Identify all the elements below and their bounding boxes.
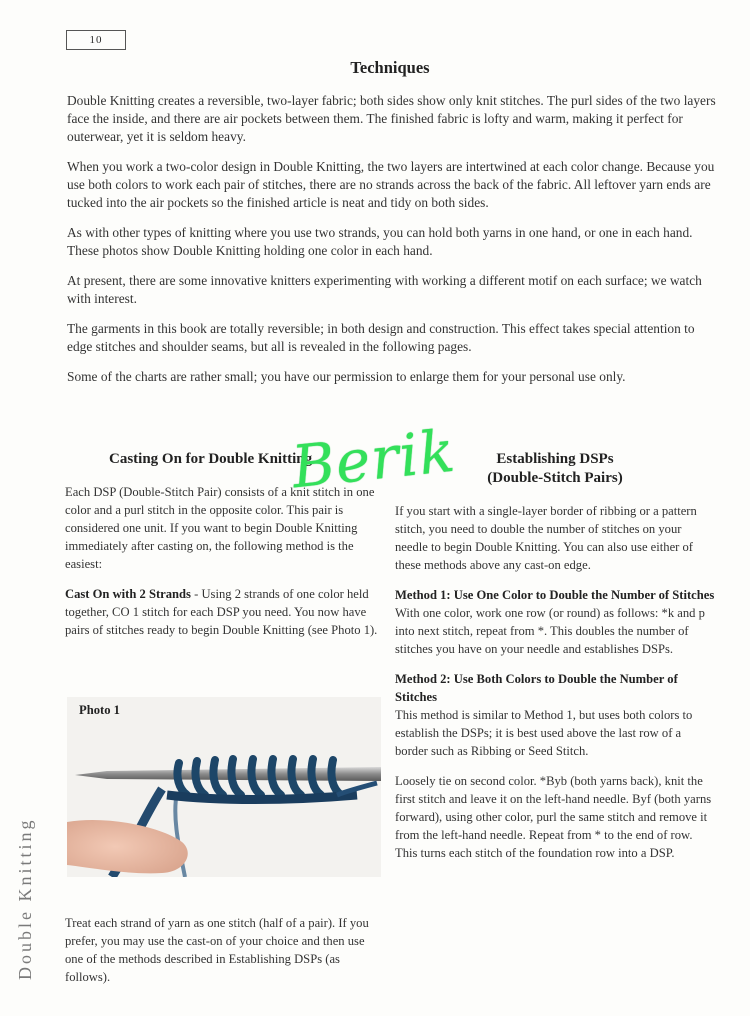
intro-paragraph: When you work a two-color design in Double Knitting, the two layers are intertwined at each color change. Because you use both colors to work each pair of stitches, there are no strands across the back of the fabric. All leftover yarn ends are tucked into the air pockets so the finished article is neat and tidy on both sides. <box>67 159 715 210</box>
method-2-heading: Method 2: Use Both Colors to Double the Number of Stitches <box>395 672 678 704</box>
intro-paragraph: As with other types of knitting where you use two strands, you can hold both yarns in one hand, or one in each hand. These photos show Double Knitting holding one color in each hand. <box>67 225 693 258</box>
intro-paragraph: The garments in this book are totally reversible; in both design and construction. This effect takes special attention to edge stitches and shoulder seams, but all is revealed in the following pages. <box>67 321 695 354</box>
page-title: Techniques <box>350 58 430 77</box>
cast-on-method-heading: Cast On with 2 Strands <box>65 587 191 601</box>
photo-note <box>65 914 383 986</box>
photo-label: Photo 1 <box>79 703 120 717</box>
method-1 <box>395 586 715 658</box>
intro-paragraph: Some of the charts are rather small; you have our permission to enlarge them for your personal use only. <box>67 369 626 384</box>
method-1-heading: Method 1: Use One Color to Double the Number of Stitches <box>395 588 715 602</box>
intro-paragraph: At present, there are some innovative knitters experimenting with working a different motif on each surface; we watch with interest. <box>67 273 702 306</box>
knitting-needle-photo <box>67 697 381 877</box>
establishing-dsps-section <box>395 450 715 874</box>
page-number: 10 <box>66 30 126 50</box>
photo-note-text: Treat each strand of yarn as one stitch (half of a pair). If you prefer, you may use the cast-on of your choice and then use one of the methods described in Establishing DSPs (as follows). <box>65 916 369 984</box>
establishing-dsps-title <box>395 450 715 488</box>
side-chapter-label: Double Knitting <box>15 817 35 980</box>
byb-byf-instructions: Loosely tie on second color. *Byb (both yarns back), knit the first stitch and leave it on the left-hand needle. Byf (both yarns forward), using other color, purl the same stitch and remove it from the left-hand needle. Repeat from * to the end of row. This turns each stitch of the foundation row into a DSP. <box>395 774 712 860</box>
intro-section <box>67 92 717 398</box>
establishing-dsps-title-line1: Establishing DSPs <box>496 451 614 467</box>
establishing-dsps-title-line2: (Double-Stitch Pairs) <box>487 470 623 486</box>
dsp-description: Each DSP (Double-Stitch Pair) consists of a knit stitch in one color and a purl stitch in the opposite color. This pair is considered one unit. If you want to begin Double Knitting immediately after casting on, the following method is the easiest: <box>65 485 375 571</box>
cast-on-method-text: - Using 2 strands of one color held together, CO 1 stitch for each DSP you need. You now have pairs of stitches ready to begin Double Knitting (see Photo 1). <box>65 587 378 637</box>
method-2 <box>395 670 715 760</box>
method-1-text: With one color, work one row (or round) as follows: *k and p into next stitch, repeat from *. This doubles the number of stitches you have on your needle and establishes DSPs. <box>395 606 705 656</box>
method-2-text: This method is similar to Method 1, but uses both colors to establish the DSPs; it is best used above the last row of a border such as Ribbing or Seed Stitch. <box>395 708 693 758</box>
casting-on-section <box>65 450 383 651</box>
cast-on-method <box>65 585 383 639</box>
watermark: Berik <box>288 416 459 502</box>
casting-on-title: Casting On for Double Knitting <box>109 451 313 467</box>
establishing-intro: If you start with a single-layer border of ribbing or a pattern stitch, you need to double the number of stitches on your needle to begin Double Knitting. You can also use either of these methods above any cast-on edge. <box>395 504 697 572</box>
photo-1 <box>67 697 381 877</box>
intro-paragraph: Double Knitting creates a reversible, two-layer fabric; both sides show only knit stitches. The purl sides of the two layers face the inside, and there are air pockets between them. The finished fabric is lofty and warm, making it perfect for outerwear, yet it is seldom heavy. <box>67 93 716 144</box>
